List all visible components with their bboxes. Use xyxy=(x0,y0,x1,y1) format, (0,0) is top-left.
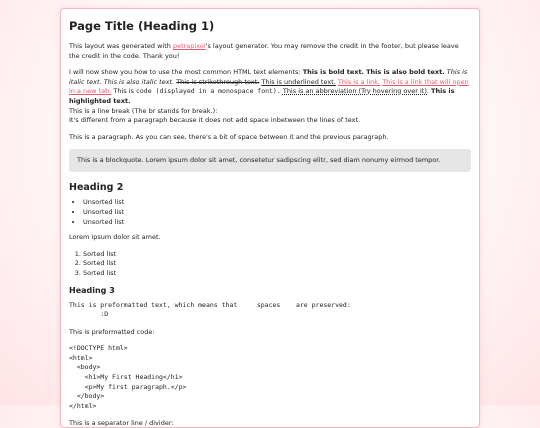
lorem-paragraph: Lorem ipsum dolor sit amet. xyxy=(69,233,161,242)
separator-label: This is a separator line / divider: xyxy=(69,419,174,428)
after-break-text: It's different from a paragraph because it does not add space inbetween the lines of text. xyxy=(69,116,361,125)
intro-text-after: 's layout generator. You may remove the credit in the footer, but please leave the credit in the code. Thank you! xyxy=(69,42,459,60)
list-item: • Unsorted list xyxy=(83,218,471,228)
blockquote: This is a blockquote. Lorem ipsum dolor sit amet, consetetur sadipscing elitr, sed diam nonumy eirmod tempor. xyxy=(69,149,471,172)
bold-text: This is bold text. xyxy=(302,68,365,77)
list-item: • Unsorted list xyxy=(83,208,471,218)
elements-lead: I will now show you how to use the most common HTML text elements: xyxy=(69,68,303,77)
paragraph: This is a paragraph. As you can see, there's a bit of space between it and the previous paragraph. xyxy=(69,132,389,141)
list-item: • Unsorted list xyxy=(83,198,471,208)
intro-paragraph xyxy=(69,42,471,61)
strong-text: This is also bold text. xyxy=(366,68,445,77)
heading-3: Heading 3 xyxy=(69,285,115,295)
new-tab-link[interactable]: This is a link that will open in a new tab. xyxy=(69,77,469,96)
content-card xyxy=(60,8,480,428)
preformatted-text: This is preformatted text, which means that spaces are preserved: :D xyxy=(69,300,351,319)
italic-text: This is italic text. xyxy=(69,68,468,86)
intro-text-before: This layout was generated with xyxy=(69,42,173,50)
list-item: 1. Sorted list xyxy=(83,250,471,260)
abbreviation: This is an abbreviation (Try hovering over it). xyxy=(282,87,429,96)
unsorted-list xyxy=(69,198,471,227)
underlined-text: This is underlined text. xyxy=(261,77,336,86)
example-link[interactable]: This is a link. xyxy=(337,77,381,86)
highlighted-text: This is highlighted text. xyxy=(69,87,455,105)
preformatted-code: <!DOCTYPE html> <html> <body> <h1>My First Heading</h1> <p>My first paragraph.</p> </body> </html> xyxy=(69,344,187,410)
strikethrough-text: This is strikethrough text. xyxy=(176,77,260,86)
heading-2: Heading 2 xyxy=(69,182,124,194)
line-break-text: This is a line break (The br stands for break.): xyxy=(69,106,218,115)
preformatted-code-label: This is preformatted code: xyxy=(69,327,155,336)
sorted-list xyxy=(69,250,471,279)
list-item: 2. Sorted list xyxy=(83,259,471,269)
petrapixel-link[interactable]: petrapixel xyxy=(172,42,206,50)
page-title: Page Title (Heading 1) xyxy=(69,19,215,33)
text-elements-paragraph xyxy=(69,68,471,126)
list-item: 3. Sorted list xyxy=(83,269,471,279)
emphasis-text: This is also italic text. xyxy=(103,77,175,86)
code-prefix: This is xyxy=(113,87,136,96)
inline-code: code (displayed in a monospace font). xyxy=(135,87,281,96)
